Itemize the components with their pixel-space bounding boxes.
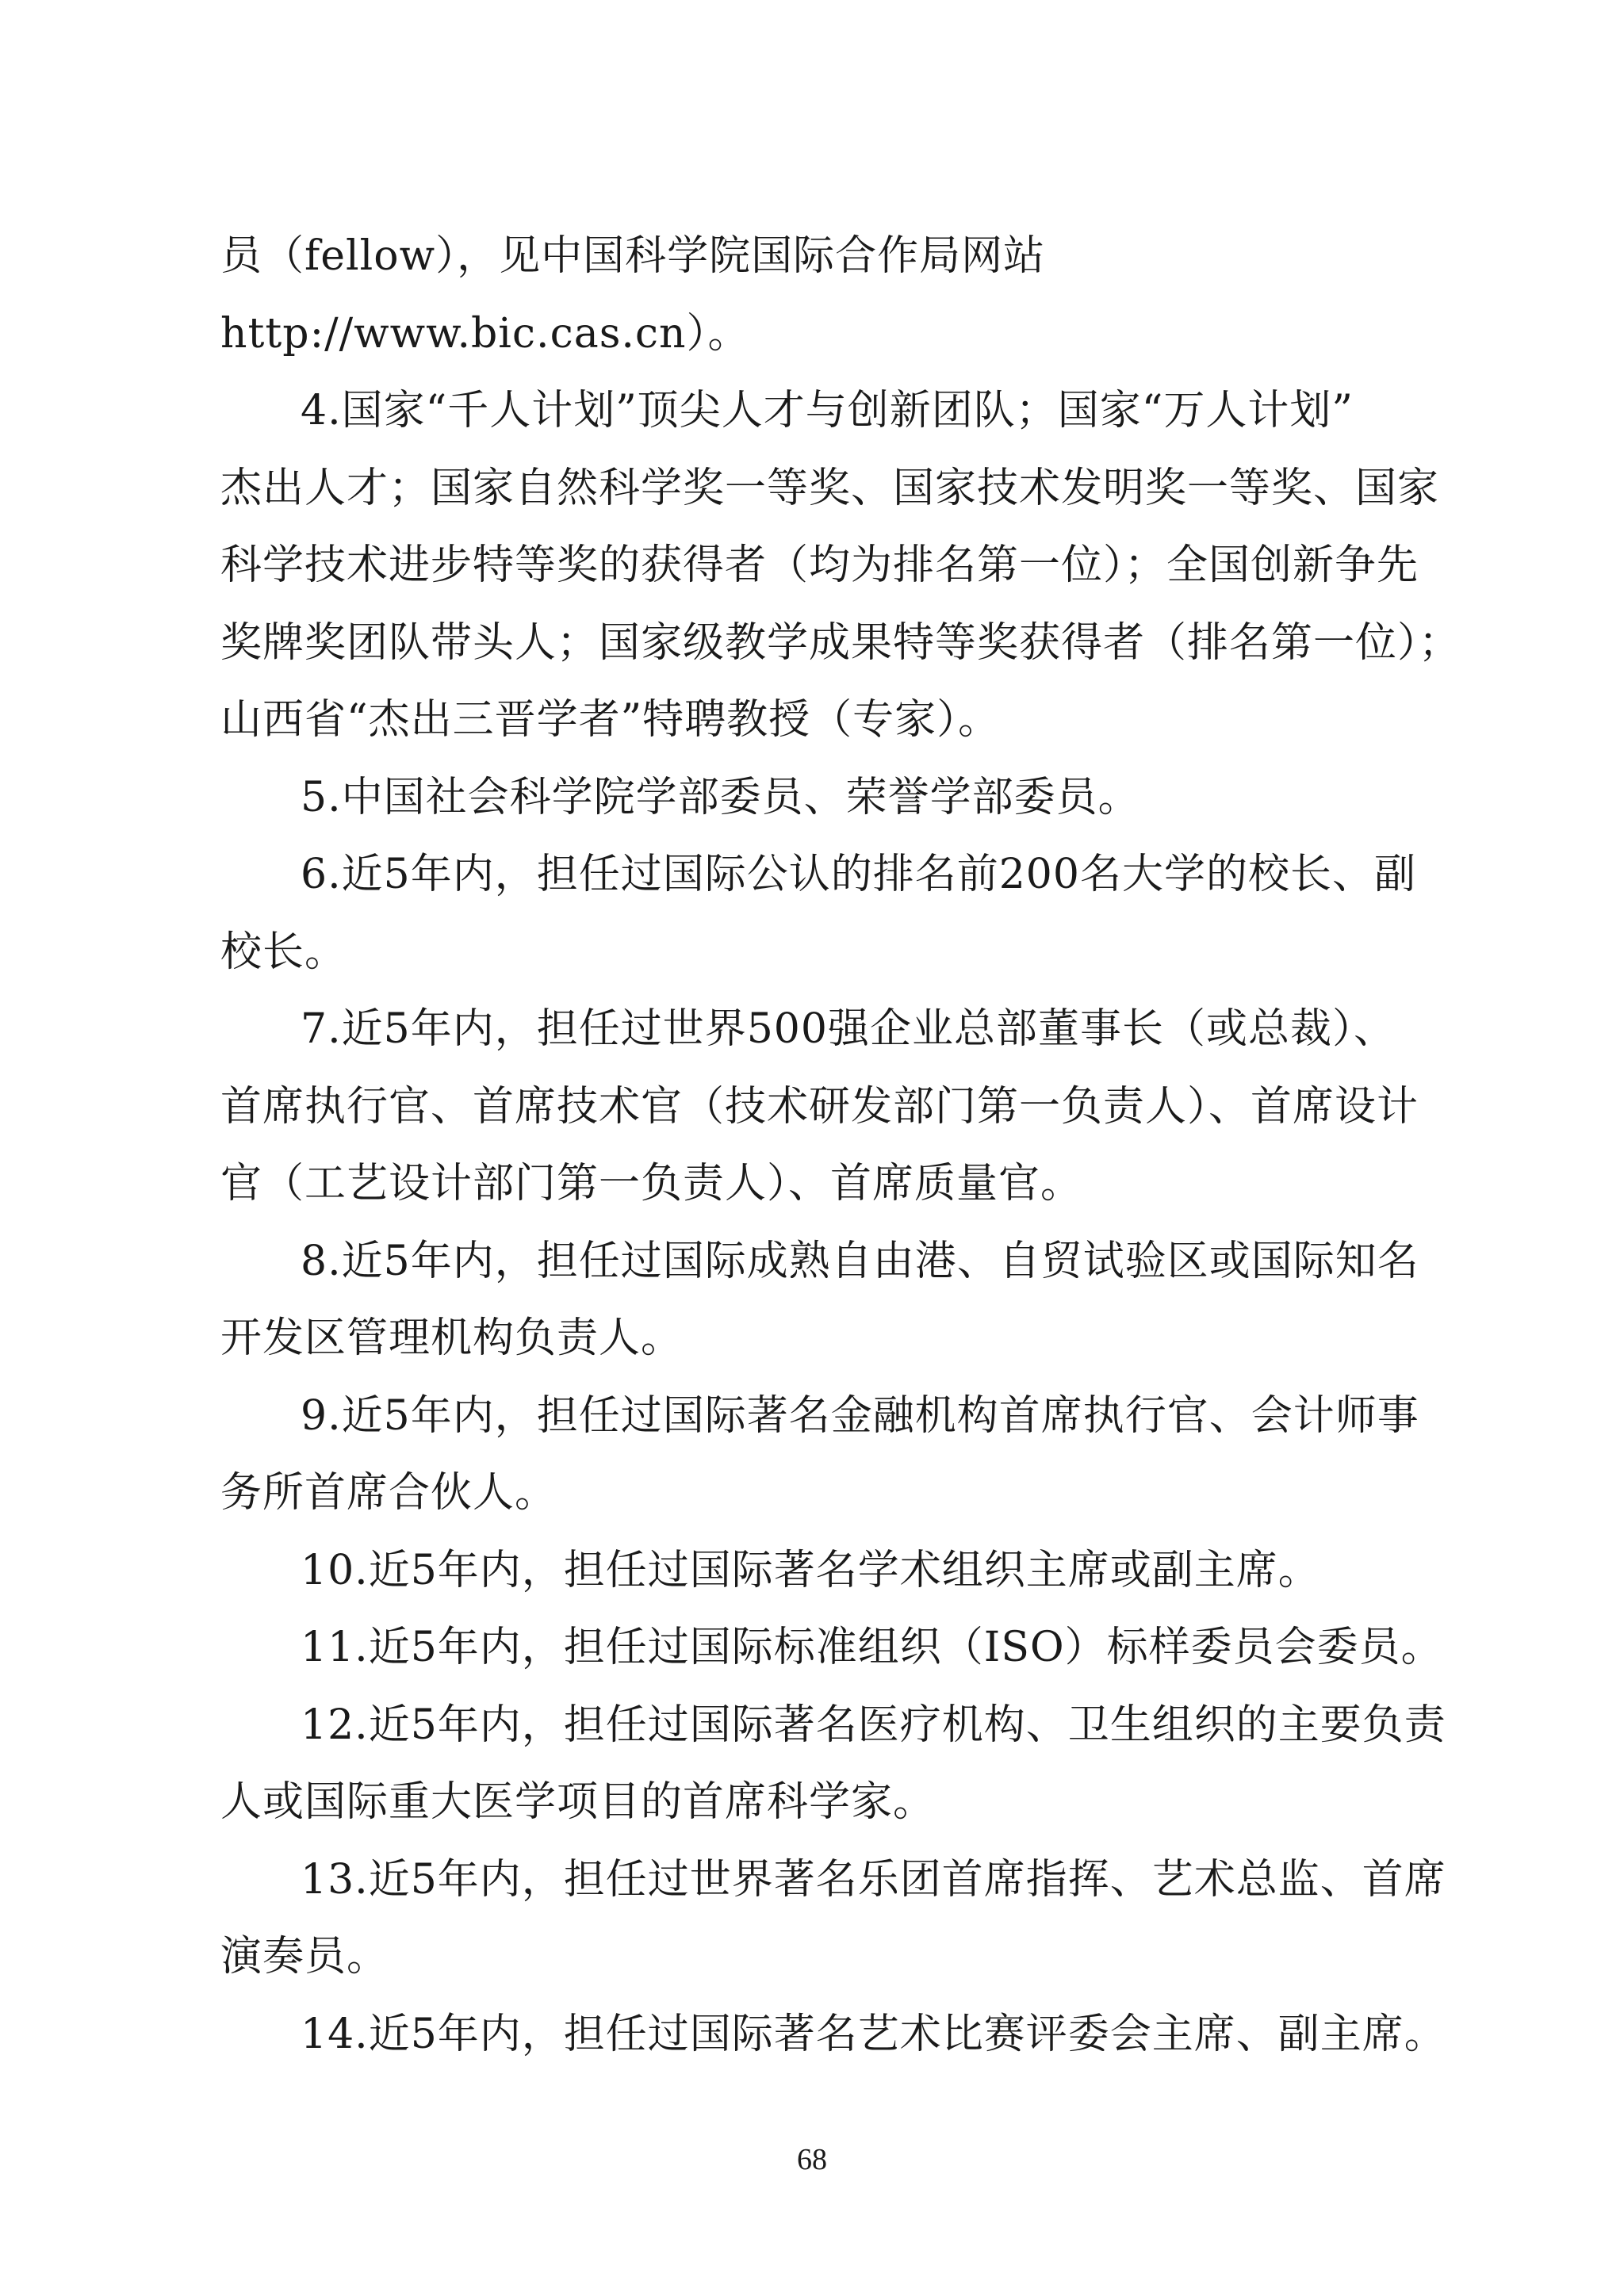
text-line: 人或国际重大医学项目的首席科学家。 xyxy=(220,1778,936,1826)
text-line: 奖牌奖团队带头人；国家级教学成果特等奖获得者（排名第一位）； xyxy=(220,618,1461,667)
text-line: 9.近5年内，担任过国际著名金融机构首席执行官、会计师事 xyxy=(301,1391,1419,1440)
body-text xyxy=(220,218,1461,2073)
text-line: 6.近5年内，担任过国际公认的排名前200名大学的校长、副 xyxy=(301,851,1416,898)
text-line: 7.近5年内，担任过世界500强企业总部董事长（或总裁）、 xyxy=(301,1005,1396,1053)
text-line: 14.近5年内，担任过国际著名艺术比赛评委会主席、副主席。 xyxy=(301,2010,1446,2058)
text-line: 官（工艺设计部门第一负责人）、首席质量官。 xyxy=(220,1160,1083,1207)
text-line: 校长。 xyxy=(220,928,347,976)
text-line: 8.近5年内，担任过国际成熟自由港、自贸试验区或国际知名 xyxy=(301,1237,1419,1285)
text-line: 4.国家“千人计划”顶尖人才与创新团队；国家“万人计划” xyxy=(301,387,1354,434)
text-line: 5.中国社会科学院学部委员、荣誉学部委员。 xyxy=(301,773,1140,821)
text-line: 12.近5年内，担任过国际著名医疗机构、卫生组织的主要负责 xyxy=(301,1701,1446,1749)
text-line: 杰出人才；国家自然科学奖一等奖、国家技术发明奖一等奖、国家 xyxy=(220,464,1440,512)
text-line: 11.近5年内，担任过国际标准组织（ISO）标样委员会委员。 xyxy=(301,1624,1443,1671)
text-line: 演奏员。 xyxy=(220,1933,389,1980)
text-line: 开发区管理机构负责人。 xyxy=(220,1314,684,1362)
text-line: 员（fellow），见中国科学院国际合作局网站 xyxy=(220,232,1046,280)
text-line: 10.近5年内，担任过国际著名学术组织主席或副主席。 xyxy=(301,1546,1320,1594)
text-line: 务所首席合伙人。 xyxy=(220,1469,557,1517)
text-line: 山西省“杰出三晋学者”特聘教授（专家）。 xyxy=(220,696,1001,744)
text-line: 科学技术进步特等奖的获得者（均为排名第一位）；全国创新争先 xyxy=(220,541,1419,589)
text-line: http://www.bic.cas.cn）。 xyxy=(220,309,750,358)
text-line: 首席执行官、首席技术官（技术研发部门第一负责人）、首席设计 xyxy=(220,1082,1419,1131)
text-line: 13.近5年内，担任过世界著名乐团首席指挥、艺术总监、首席 xyxy=(301,1855,1446,1904)
page-number: 68 xyxy=(797,2143,827,2176)
